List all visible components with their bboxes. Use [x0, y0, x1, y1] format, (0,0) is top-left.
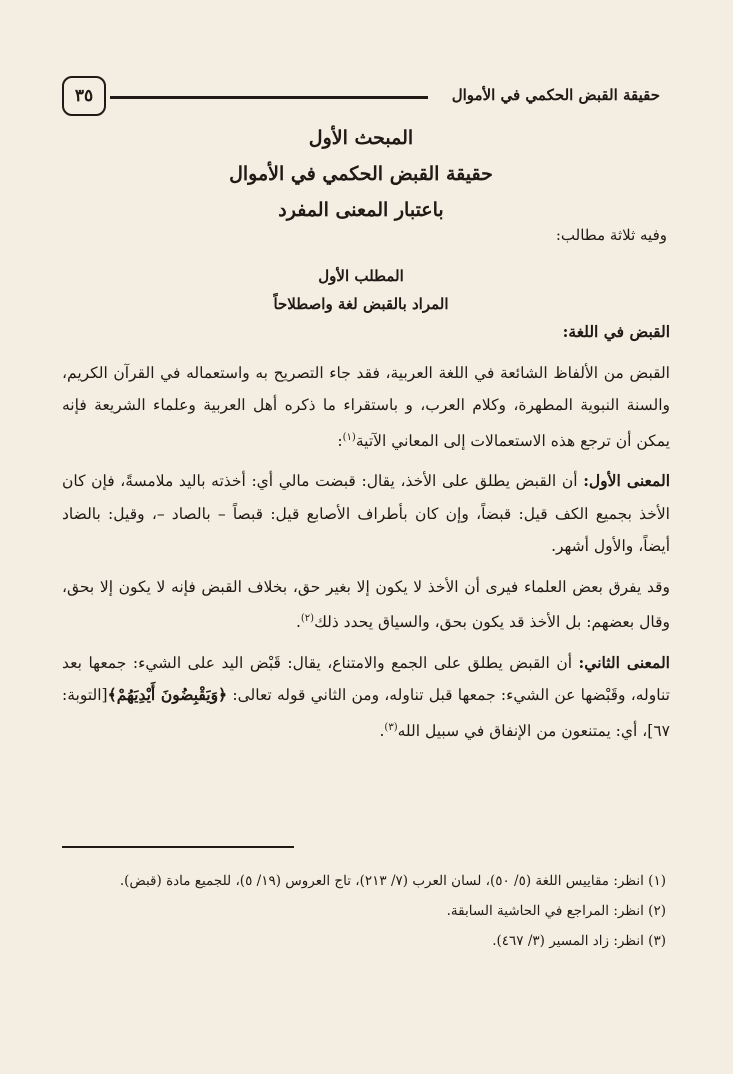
- meaning-1-label: المعنى الأول:: [583, 471, 670, 491]
- footnote-ref-2: (٢): [300, 613, 315, 625]
- footnote-divider: [62, 846, 294, 848]
- paragraph-4-text: أن القبض يطلق على الجمع والامتناع، يقال: قَبْض اليد على الشيء: جمعها بعد تناوله، وقَبْضها عن الشيء: جمعها قبل تناوله، ومن الثاني قوله تعالى:: [62, 653, 670, 705]
- verse-reference: [التوبة: ٦٧]: [62, 686, 670, 740]
- footnote-2: (٢) انظر: المراجع في الحاشية السابقة.: [446, 903, 666, 919]
- header-rule: [110, 96, 428, 99]
- footnotes: [62, 866, 666, 956]
- running-title: حقيقة القبض الحكمي في الأموال: [451, 86, 660, 104]
- page-header: [62, 76, 660, 120]
- paragraph-1-end: :: [337, 431, 343, 450]
- heading-section: المبحث الأول: [308, 127, 414, 149]
- paragraph-1-text: القبض من الألفاظ الشائعة في اللغة العربية، فقد جاء التصريح به واستعماله في القرآن الكريم، والسنة النبوية المطهرة، وكلام العرب، و باستقراء ما ذكره أهل العربية وعلماء الشريعة فإنه يمكن أن ترجع هذه الاستعمالات إلى المعاني الآتية: [62, 363, 670, 450]
- quran-verse: ﴿وَيَقْبِضُونَ أَيْدِيَهُمْ﴾: [107, 685, 228, 705]
- section-label-para: [62, 316, 670, 349]
- footnote-1: (١) انظر: مقاييس اللغة (٥/ ٥٠)، لسان العرب (٧/ ٢١٣)، تاج العروس (١٩/ ٥)، للجميع مادة (قبض).: [119, 873, 666, 889]
- subsection-headings: [62, 262, 660, 318]
- heading-title: حقيقة القبض الحكمي في الأموال: [229, 163, 493, 185]
- subheading-1: المطلب الأول: [318, 267, 404, 285]
- paragraph-2: [62, 465, 670, 563]
- intro-line: وفيه ثلاثة مطالب:: [555, 226, 667, 244]
- paragraph-2-text: أن القبض يطلق على الأخذ، يقال: قبضت مالي أي: أخذته باليد ملامسةً، فإن كان الأخذ بجميع الكف قيل: قبضاً، وإن كان بأطراف الأصابع قيل: قبصاً – بالصاد –، وقيل: بالضاد أيضاً، والأول أشهر.: [62, 472, 670, 556]
- footnote-3: (٣) انظر: زاد المسير (٣/ ٤٦٧).: [492, 933, 666, 949]
- paragraph-3-text: وقد يفرق بعض العلماء فيرى أن الأخذ لا يكون إلا بغير حق، بخلاف القبض فإنه لا يكون إلا بحق، وقال بعضهم: بل الأخذ قد يكون بحق، والسياق يحدد ذلك: [62, 577, 670, 632]
- subheading-2: المراد بالقبض لغة واصطلاحاً: [273, 295, 449, 313]
- paragraph-3-end: .: [295, 613, 301, 632]
- chapter-headings: [62, 120, 660, 228]
- section-label: القبض في اللغة:: [562, 322, 670, 341]
- meaning-2-label: المعنى الثاني:: [578, 652, 670, 672]
- paragraph-1: [62, 357, 670, 458]
- body-text: [62, 316, 670, 755]
- page-number: ٣٥: [62, 76, 106, 116]
- heading-subtitle: باعتبار المعنى المفرد: [278, 199, 444, 221]
- footnote-ref-3: (٣): [384, 721, 398, 733]
- paragraph-5-text: ، أي: يمتنعون من الإنفاق في سبيل الله: [397, 721, 648, 740]
- paragraph-4: [62, 647, 670, 748]
- footnote-ref-1: (١): [342, 431, 356, 443]
- paragraph-3: [62, 571, 670, 639]
- paragraph-5-end: .: [379, 721, 385, 740]
